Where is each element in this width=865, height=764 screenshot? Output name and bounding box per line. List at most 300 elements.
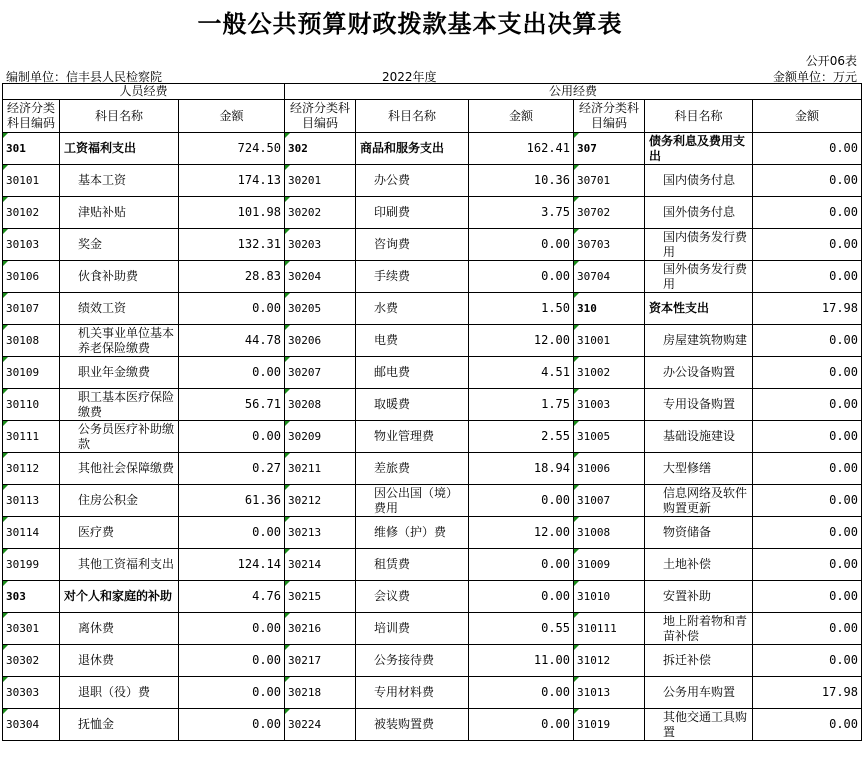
cell-amount-text: 0.00 <box>541 557 570 571</box>
cell-code-text: 30201 <box>288 174 322 187</box>
cell-name-text: 奖金 <box>78 237 103 251</box>
header-amount: 金额 <box>753 100 862 133</box>
cell-marker-icon <box>285 325 290 330</box>
header-amount: 金额 <box>179 100 285 133</box>
cell-amount <box>753 165 862 197</box>
cell-code <box>3 261 60 293</box>
cell-amount <box>753 421 862 453</box>
header-code: 经济分类科目编码 <box>285 100 356 133</box>
header-amount: 金额 <box>469 100 574 133</box>
cell-code <box>285 613 356 645</box>
cell-code <box>3 293 60 325</box>
table-row <box>3 197 862 229</box>
table-row <box>3 357 862 389</box>
cell-name <box>60 645 179 677</box>
group-header-public: 公用经费 <box>285 84 862 100</box>
cell-marker-icon <box>285 645 290 650</box>
cell-amount-text: 0.00 <box>829 333 858 347</box>
cell-name <box>60 677 179 709</box>
cell-code <box>574 293 645 325</box>
cell-code <box>3 133 60 165</box>
cell-marker-icon <box>574 453 579 458</box>
cell-name <box>356 581 469 613</box>
cell-name-text: 水费 <box>374 301 399 315</box>
cell-name <box>356 709 469 741</box>
cell-amount <box>753 357 862 389</box>
cell-code <box>574 549 645 581</box>
cell-code <box>285 581 356 613</box>
cell-name <box>356 517 469 549</box>
header-name: 科目名称 <box>645 100 753 133</box>
cell-amount <box>179 453 285 485</box>
cell-amount-text: 0.00 <box>541 493 570 507</box>
cell-code-text: 30217 <box>288 654 322 667</box>
table-row <box>3 709 862 741</box>
cell-amount-text: 0.00 <box>829 173 858 187</box>
cell-name-text: 安置补助 <box>663 589 712 603</box>
cell-amount <box>753 389 862 421</box>
cell-code <box>574 357 645 389</box>
cell-marker-icon <box>574 485 579 490</box>
cell-marker-icon <box>3 165 8 170</box>
cell-amount <box>179 197 285 229</box>
cell-amount <box>469 453 574 485</box>
cell-name <box>356 549 469 581</box>
cell-amount-text: 0.00 <box>829 205 858 219</box>
cell-code-text: 30101 <box>6 174 40 187</box>
cell-marker-icon <box>574 133 579 138</box>
cell-amount-text: 18.94 <box>533 461 570 475</box>
cell-marker-icon <box>3 229 8 234</box>
cell-name <box>356 421 469 453</box>
cell-marker-icon <box>285 517 290 522</box>
cell-marker-icon <box>3 581 8 586</box>
table-row <box>3 133 862 165</box>
cell-marker-icon <box>285 197 290 202</box>
cell-name <box>645 677 753 709</box>
cell-amount <box>469 581 574 613</box>
cell-amount-text: 0.00 <box>252 429 281 443</box>
table-row <box>3 677 862 709</box>
cell-amount-text: 61.36 <box>244 493 281 507</box>
cell-amount-text: 17.98 <box>821 685 858 699</box>
cell-amount <box>469 261 574 293</box>
cell-amount <box>179 485 285 517</box>
cell-amount-text: 0.00 <box>829 461 858 475</box>
table-row <box>3 421 862 453</box>
cell-marker-icon <box>3 261 8 266</box>
cell-amount-text: 4.76 <box>252 589 281 603</box>
cell-code-text: 30108 <box>6 334 40 347</box>
cell-name <box>645 133 753 165</box>
cell-name <box>356 453 469 485</box>
cell-code <box>3 325 60 357</box>
cell-amount-text: 0.27 <box>252 461 281 475</box>
cell-marker-icon <box>285 261 290 266</box>
reporting-unit: 编制单位：信丰县人民检察院 <box>6 70 163 84</box>
cell-marker-icon <box>3 485 8 490</box>
cell-amount <box>469 421 574 453</box>
cell-amount-text: 0.00 <box>252 365 281 379</box>
cell-name-text: 办公设备购置 <box>663 365 736 379</box>
cell-name <box>60 613 179 645</box>
cell-name-text: 取暖费 <box>374 397 411 411</box>
cell-code-text: 31003 <box>577 398 611 411</box>
cell-code-text: 301 <box>6 142 26 155</box>
cell-amount <box>179 421 285 453</box>
cell-name <box>645 549 753 581</box>
cell-code-text: 30102 <box>6 206 40 219</box>
cell-code-text: 310111 <box>577 622 617 635</box>
cell-amount <box>179 677 285 709</box>
cell-amount <box>753 485 862 517</box>
cell-name <box>60 325 179 357</box>
cell-name-text: 住房公积金 <box>78 493 139 507</box>
cell-name-text: 其他交通工具购置 <box>663 709 748 739</box>
cell-code <box>285 357 356 389</box>
cell-code <box>3 517 60 549</box>
cell-marker-icon <box>574 293 579 298</box>
cell-amount-text: 0.55 <box>541 621 570 635</box>
cell-code <box>285 549 356 581</box>
cell-amount-text: 2.55 <box>541 429 570 443</box>
cell-code <box>3 549 60 581</box>
cell-amount-text: 124.14 <box>237 557 281 571</box>
cell-name-text: 伙食补助费 <box>78 269 139 283</box>
cell-name-text: 公务接待费 <box>374 653 435 667</box>
cell-code-text: 30112 <box>6 462 40 475</box>
cell-amount-text: 0.00 <box>252 621 281 635</box>
cell-name-text: 专用设备购置 <box>663 397 736 411</box>
table-row <box>3 645 862 677</box>
cell-code-text: 302 <box>288 142 308 155</box>
cell-name <box>645 453 753 485</box>
cell-code-text: 30703 <box>577 238 611 251</box>
cell-marker-icon <box>574 709 579 714</box>
cell-amount <box>179 549 285 581</box>
form-number: 公开06表 <box>805 54 857 68</box>
cell-name <box>356 229 469 261</box>
expenditure-table <box>2 83 862 741</box>
cell-amount <box>179 133 285 165</box>
cell-code <box>3 421 60 453</box>
cell-code-text: 30213 <box>288 526 322 539</box>
cell-amount <box>753 197 862 229</box>
cell-marker-icon <box>285 613 290 618</box>
cell-name <box>645 197 753 229</box>
cell-name <box>60 389 179 421</box>
cell-marker-icon <box>285 165 290 170</box>
cell-amount-text: 101.98 <box>237 205 281 219</box>
table-row <box>3 165 862 197</box>
cell-code <box>574 261 645 293</box>
cell-code <box>285 261 356 293</box>
cell-code <box>285 677 356 709</box>
cell-name <box>356 197 469 229</box>
cell-code <box>285 229 356 261</box>
cell-name-text: 差旅费 <box>374 461 411 475</box>
cell-code <box>285 133 356 165</box>
cell-name-text: 商品和服务支出 <box>360 141 445 155</box>
cell-code-text: 30199 <box>6 558 40 571</box>
cell-code-text: 31009 <box>577 558 611 571</box>
cell-code <box>574 325 645 357</box>
cell-amount-text: 17.98 <box>821 301 858 315</box>
cell-amount <box>179 325 285 357</box>
cell-marker-icon <box>285 229 290 234</box>
cell-name-text: 其他工资福利支出 <box>78 557 175 571</box>
cell-code <box>574 197 645 229</box>
cell-code <box>3 677 60 709</box>
cell-name-text: 公务员医疗补助缴款 <box>78 421 175 451</box>
cell-code-text: 30209 <box>288 430 322 443</box>
cell-name-text: 国内债务付息 <box>663 173 736 187</box>
cell-name-text: 资本性支出 <box>649 301 710 315</box>
cell-amount-text: 12.00 <box>533 333 570 347</box>
table-row <box>3 485 862 517</box>
fiscal-year: 2022年度 <box>382 70 437 84</box>
cell-code <box>285 421 356 453</box>
cell-name-text: 被装购置费 <box>374 717 435 731</box>
cell-name-text: 机关事业单位基本养老保险缴费 <box>78 325 175 355</box>
cell-marker-icon <box>285 485 290 490</box>
page-title: 一般公共预算财政拨款基本支出决算表 <box>197 10 623 38</box>
cell-code-text: 30107 <box>6 302 40 315</box>
cell-code-text: 30205 <box>288 302 322 315</box>
cell-code <box>285 485 356 517</box>
cell-name <box>356 293 469 325</box>
cell-code-text: 30109 <box>6 366 40 379</box>
cell-amount-text: 10.36 <box>533 173 570 187</box>
cell-name-text: 债务利息及费用支出 <box>649 133 746 163</box>
cell-name-text: 国外债务发行费用 <box>663 261 748 291</box>
cell-amount <box>469 709 574 741</box>
cell-code <box>574 645 645 677</box>
cell-name-text: 工资福利支出 <box>64 141 137 155</box>
cell-marker-icon <box>3 293 8 298</box>
header-name: 科目名称 <box>60 100 179 133</box>
cell-name-text: 绩效工资 <box>78 301 127 315</box>
cell-name <box>60 517 179 549</box>
cell-name-text: 手续费 <box>374 269 411 283</box>
cell-amount <box>753 645 862 677</box>
cell-marker-icon <box>574 581 579 586</box>
cell-name-text: 物业管理费 <box>374 429 435 443</box>
cell-name-text: 基本工资 <box>78 173 127 187</box>
cell-marker-icon <box>3 709 8 714</box>
cell-code <box>3 581 60 613</box>
cell-code-text: 31008 <box>577 526 611 539</box>
cell-name <box>645 293 753 325</box>
cell-name <box>60 229 179 261</box>
cell-amount <box>469 485 574 517</box>
cell-code-text: 30211 <box>288 462 322 475</box>
cell-code <box>3 229 60 261</box>
cell-code <box>3 197 60 229</box>
cell-amount-text: 0.00 <box>252 653 281 667</box>
cell-name <box>60 421 179 453</box>
cell-amount <box>753 709 862 741</box>
cell-name <box>60 197 179 229</box>
cell-marker-icon <box>285 421 290 426</box>
cell-name-text: 办公费 <box>374 173 411 187</box>
cell-name <box>60 485 179 517</box>
cell-code-text: 31019 <box>577 718 611 731</box>
table-row <box>3 325 862 357</box>
cell-amount-text: 0.00 <box>252 301 281 315</box>
cell-code-text: 30111 <box>6 430 40 443</box>
cell-code <box>574 709 645 741</box>
cell-code <box>574 389 645 421</box>
cell-name-text: 房屋建筑物购建 <box>663 333 748 347</box>
cell-amount <box>469 229 574 261</box>
cell-amount <box>753 549 862 581</box>
cell-name <box>356 357 469 389</box>
cell-amount <box>469 517 574 549</box>
cell-name-text: 医疗费 <box>78 525 115 539</box>
cell-code-text: 307 <box>577 142 597 155</box>
cell-name <box>60 581 179 613</box>
cell-name <box>60 357 179 389</box>
cell-marker-icon <box>574 325 579 330</box>
cell-amount <box>179 165 285 197</box>
cell-code-text: 30207 <box>288 366 322 379</box>
cell-amount <box>469 677 574 709</box>
cell-marker-icon <box>285 389 290 394</box>
cell-code-text: 303 <box>6 590 26 603</box>
cell-name <box>645 165 753 197</box>
table-row <box>3 293 862 325</box>
cell-code <box>574 453 645 485</box>
cell-code <box>574 485 645 517</box>
table-row <box>3 261 862 293</box>
cell-amount-text: 0.00 <box>829 653 858 667</box>
cell-amount <box>753 517 862 549</box>
cell-marker-icon <box>3 325 8 330</box>
cell-name <box>645 613 753 645</box>
header-code: 经济分类科目编码 <box>574 100 645 133</box>
cell-code <box>3 165 60 197</box>
cell-amount <box>179 229 285 261</box>
cell-amount <box>753 453 862 485</box>
table-row <box>3 613 862 645</box>
cell-marker-icon <box>574 389 579 394</box>
cell-name-text: 邮电费 <box>374 365 411 379</box>
cell-amount-text: 1.50 <box>541 301 570 315</box>
cell-amount <box>179 645 285 677</box>
cell-amount-text: 0.00 <box>829 493 858 507</box>
cell-code-text: 30206 <box>288 334 322 347</box>
cell-amount <box>469 613 574 645</box>
cell-name <box>60 261 179 293</box>
cell-code <box>574 613 645 645</box>
cell-amount-text: 0.00 <box>829 269 858 283</box>
cell-marker-icon <box>574 517 579 522</box>
cell-amount-text: 11.00 <box>533 653 570 667</box>
cell-name-text: 土地补偿 <box>663 557 712 571</box>
cell-code-text: 30202 <box>288 206 322 219</box>
cell-amount-text: 0.00 <box>829 621 858 635</box>
cell-code-text: 31006 <box>577 462 611 475</box>
cell-name <box>645 357 753 389</box>
cell-marker-icon <box>3 645 8 650</box>
cell-marker-icon <box>285 293 290 298</box>
cell-name-text: 培训费 <box>374 621 411 635</box>
cell-name <box>356 677 469 709</box>
cell-name-text: 租赁费 <box>374 557 411 571</box>
cell-amount-text: 0.00 <box>829 525 858 539</box>
cell-code-text: 30218 <box>288 686 322 699</box>
cell-amount <box>469 293 574 325</box>
cell-amount <box>179 357 285 389</box>
cell-code-text: 30204 <box>288 270 322 283</box>
cell-code-text: 30215 <box>288 590 322 603</box>
cell-marker-icon <box>3 389 8 394</box>
cell-amount-text: 0.00 <box>541 237 570 251</box>
cell-code-text: 30208 <box>288 398 322 411</box>
cell-marker-icon <box>574 197 579 202</box>
cell-name <box>356 133 469 165</box>
cell-amount-text: 0.00 <box>541 685 570 699</box>
cell-code-text: 30203 <box>288 238 322 251</box>
cell-amount <box>469 165 574 197</box>
cell-code <box>285 645 356 677</box>
cell-name-text: 基础设施建设 <box>663 429 736 443</box>
cell-name <box>60 165 179 197</box>
cell-name <box>356 325 469 357</box>
cell-code-text: 30224 <box>288 718 322 731</box>
cell-amount-text: 3.75 <box>541 205 570 219</box>
cell-name <box>60 293 179 325</box>
table-row <box>3 581 862 613</box>
header-name: 科目名称 <box>356 100 469 133</box>
cell-name-text: 专用材料费 <box>374 685 435 699</box>
cell-amount <box>753 581 862 613</box>
cell-name-text: 大型修缮 <box>663 461 712 475</box>
cell-code <box>285 165 356 197</box>
cell-amount <box>753 229 862 261</box>
cell-name <box>60 453 179 485</box>
cell-code-text: 30216 <box>288 622 322 635</box>
cell-code <box>574 517 645 549</box>
cell-code-text: 30214 <box>288 558 322 571</box>
cell-marker-icon <box>574 421 579 426</box>
cell-marker-icon <box>3 421 8 426</box>
cell-name <box>645 645 753 677</box>
cell-code-text: 31012 <box>577 654 611 667</box>
cell-amount-text: 4.51 <box>541 365 570 379</box>
cell-marker-icon <box>574 549 579 554</box>
cell-code-text: 31005 <box>577 430 611 443</box>
cell-name <box>356 485 469 517</box>
cell-name <box>645 485 753 517</box>
cell-marker-icon <box>3 133 8 138</box>
cell-amount-text: 0.00 <box>829 397 858 411</box>
cell-marker-icon <box>574 261 579 266</box>
cell-code-text: 31001 <box>577 334 611 347</box>
cell-name-text: 拆迁补偿 <box>663 653 712 667</box>
cell-amount <box>469 357 574 389</box>
cell-code-text: 30110 <box>6 398 40 411</box>
cell-amount <box>753 613 862 645</box>
cell-name <box>645 389 753 421</box>
cell-name-text: 信息网络及软件购置更新 <box>663 485 748 515</box>
cell-name-text: 因公出国（境）费用 <box>374 485 459 515</box>
cell-code <box>574 421 645 453</box>
cell-code-text: 31013 <box>577 686 611 699</box>
cell-name-text: 津贴补贴 <box>78 205 127 219</box>
cell-code-text: 30302 <box>6 654 40 667</box>
